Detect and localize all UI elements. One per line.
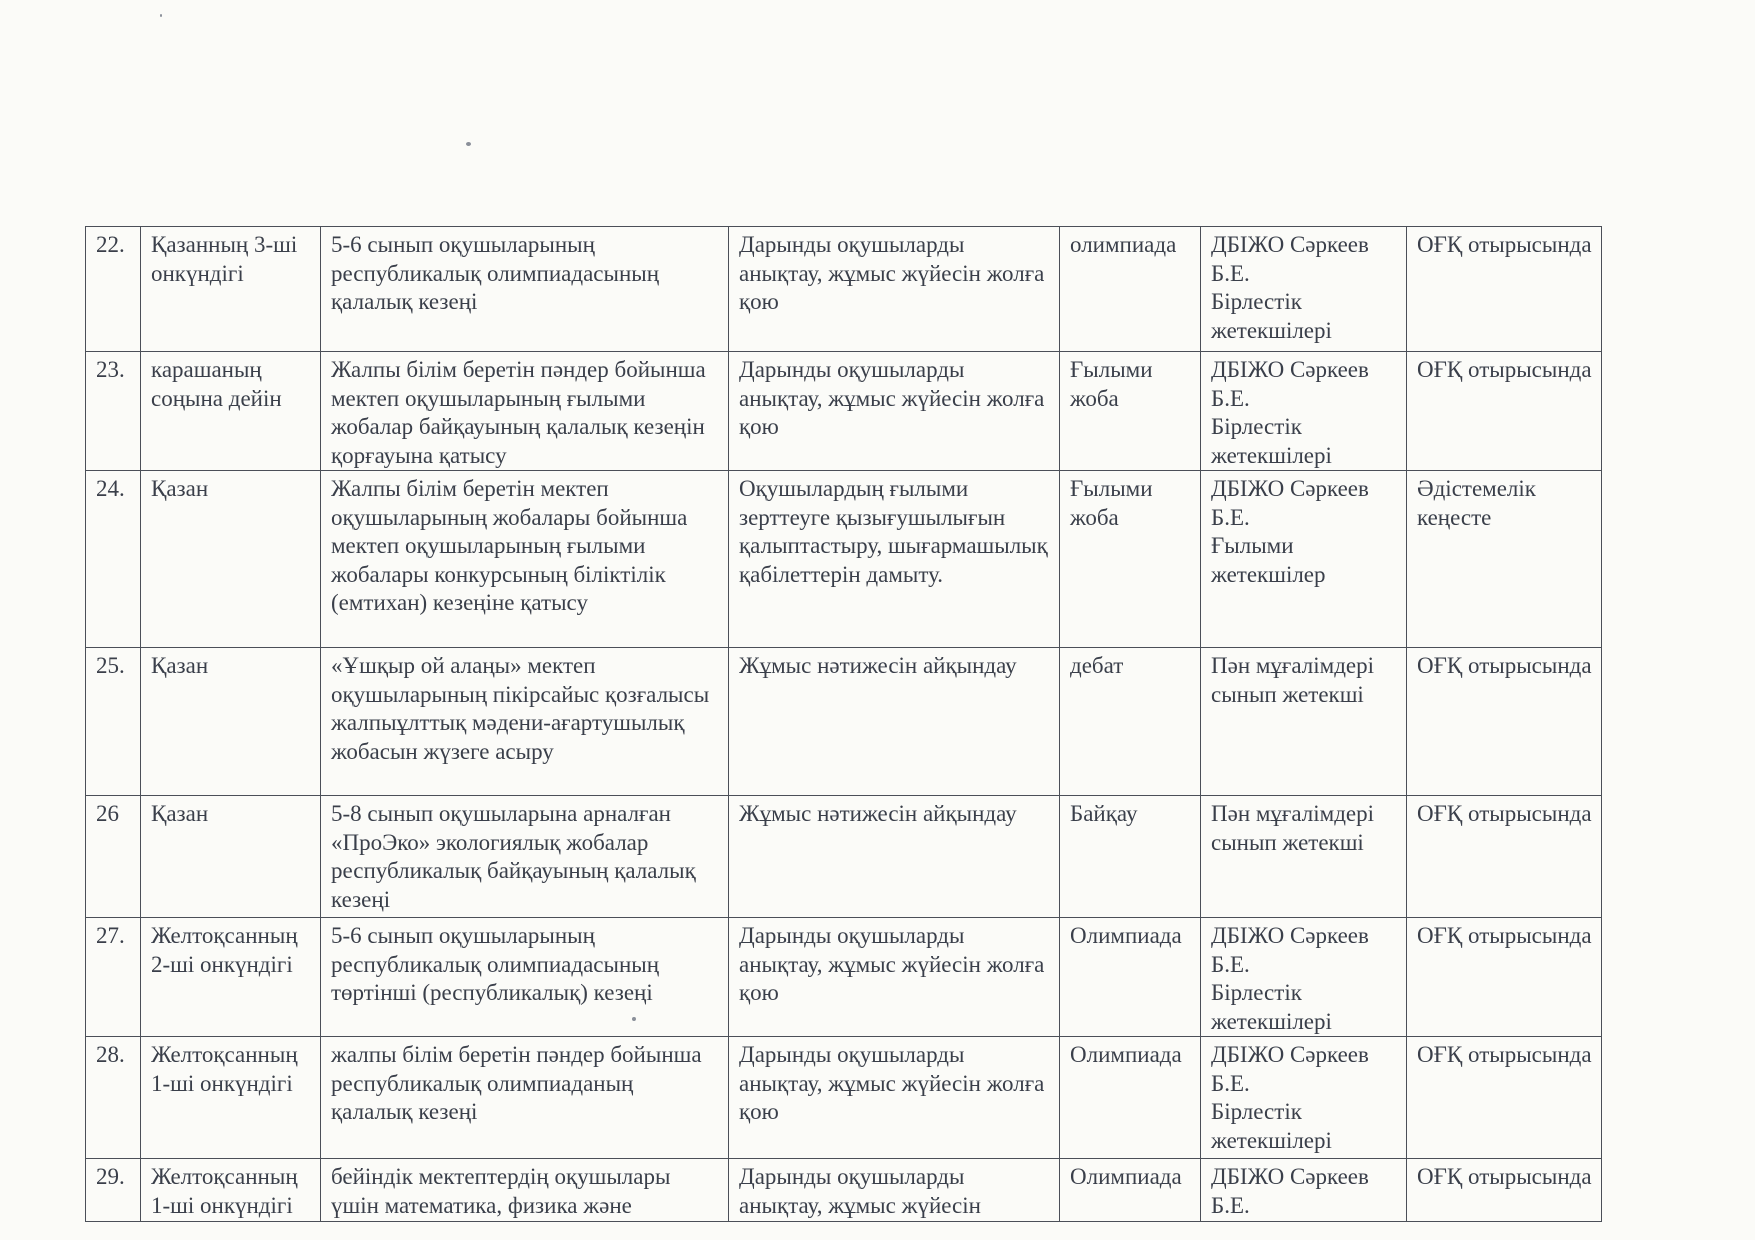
date-cell: Желтоқсанның 1-ші онкүндігі (141, 1037, 321, 1159)
event-cell: бейіндік мектептердің оқушылары үшін математика, физика және (321, 1159, 729, 1222)
event-cell: 5-6 сынып оқушыларының республикалық олимпиадасының төртінші (республикалық) кезеңі (321, 918, 729, 1037)
row-number: 25. (86, 648, 141, 796)
row-number: 24. (86, 471, 141, 648)
event-cell: 5-8 сынып оқушыларына арналған «ПроЭко» экологиялық жобалар республикалық байқауының қалалық кезеңі (321, 796, 729, 918)
responsible-cell: Пән мұғалімдері сынып жетекші (1201, 796, 1407, 918)
row-number: 29. (86, 1159, 141, 1222)
report-cell: Әдістемелік кеңесте (1407, 471, 1602, 648)
goal-cell: Дарынды оқушыларды анықтау, жұмыс жүйесін жолға қою (729, 352, 1060, 471)
row-number: 28. (86, 1037, 141, 1159)
table-row (86, 648, 1602, 796)
responsible-cell: ДБІЖО Сәркеев Б.Е. Бірлестік жетекшілері (1201, 227, 1407, 352)
responsible-cell: ДБІЖО Сәркеев Б.Е. Бірлестік жетекшілері (1201, 918, 1407, 1037)
goal-cell: Дарынды оқушыларды анықтау, жұмыс жүйесін жолға қою (729, 227, 1060, 352)
row-number: 26 (86, 796, 141, 918)
report-cell: ОҒҚ отырысында (1407, 918, 1602, 1037)
row-number: 23. (86, 352, 141, 471)
table-row (86, 796, 1602, 918)
report-cell: ОҒҚ отырысында (1407, 648, 1602, 796)
row-number: 27. (86, 918, 141, 1037)
report-cell: ОҒҚ отырысында (1407, 796, 1602, 918)
table-row (86, 1159, 1602, 1222)
responsible-cell: ДБІЖО Сәркеев Б.Е. Ғылыми жетекшілер (1201, 471, 1407, 648)
scan-speck (466, 142, 471, 146)
date-cell: Қазан (141, 796, 321, 918)
date-cell: карашаның соңына дейін (141, 352, 321, 471)
responsible-cell: ДБІЖО Сәркеев Б.Е. Бірлестік жетекшілері (1201, 1037, 1407, 1159)
table-row (86, 918, 1602, 1037)
event-cell: жалпы білім беретін пәндер бойынша республикалық олимпиаданың қалалық кезеңі (321, 1037, 729, 1159)
table-row (86, 471, 1602, 648)
report-cell: ОҒҚ отырысында (1407, 227, 1602, 352)
goal-cell: Оқушылардың ғылыми зерттеуге қызығушылығын қалыптастыру, шығармашылық қабілеттерін дамыту. (729, 471, 1060, 648)
report-cell: ОҒҚ отырысында (1407, 352, 1602, 471)
event-cell: 5-6 сынып оқушыларының республикалық олимпиадасының қалалық кезеңі (321, 227, 729, 352)
table-row (86, 227, 1602, 352)
responsible-cell: ДБІЖО Сәркеев Б.Е. (1201, 1159, 1407, 1222)
form-cell: Ғылыми жоба (1060, 471, 1201, 648)
form-cell: Олимпиада (1060, 1159, 1201, 1222)
scan-speck (160, 14, 162, 17)
form-cell: олимпиада (1060, 227, 1201, 352)
goal-cell: Жұмыс нәтижесін айқындау (729, 648, 1060, 796)
event-cell: «Ұшқыр ой алаңы» мектеп оқушыларының пікірсайыс қозғалысы жалпыұлттық мәдени-ағартушылық жобасын жүзеге асыру (321, 648, 729, 796)
responsible-cell: Пән мұғалімдері сынып жетекші (1201, 648, 1407, 796)
date-cell: Желтоқсанның 1-ші онкүндігі (141, 1159, 321, 1222)
date-cell: Қазан (141, 471, 321, 648)
form-cell: Байқау (1060, 796, 1201, 918)
goal-cell: Жұмыс нәтижесін айқындау (729, 796, 1060, 918)
form-cell: дебат (1060, 648, 1201, 796)
row-number: 22. (86, 227, 141, 352)
plan-table (85, 226, 1602, 1222)
table-row (86, 352, 1602, 471)
goal-cell: Дарынды оқушыларды анықтау, жұмыс жүйесін жолға қою (729, 918, 1060, 1037)
form-cell: Олимпиада (1060, 918, 1201, 1037)
responsible-cell: ДБІЖО Сәркеев Б.Е. Бірлестік жетекшілері (1201, 352, 1407, 471)
date-cell: Қазанның 3-ші онкүндігі (141, 227, 321, 352)
date-cell: Қазан (141, 648, 321, 796)
report-cell: ОҒҚ отырысында (1407, 1037, 1602, 1159)
report-cell: ОҒҚ отырысында (1407, 1159, 1602, 1222)
form-cell: Олимпиада (1060, 1037, 1201, 1159)
goal-cell: Дарынды оқушыларды анықтау, жұмыс жүйесін (729, 1159, 1060, 1222)
date-cell: Желтоқсанның 2-ші онкүндігі (141, 918, 321, 1037)
table-row (86, 1037, 1602, 1159)
goal-cell: Дарынды оқушыларды анықтау, жұмыс жүйесін жолға қою (729, 1037, 1060, 1159)
event-cell: Жалпы білім беретін пәндер бойынша мектеп оқушыларының ғылыми жобалар байқауының қалалық кезеңін қорғауына қатысу (321, 352, 729, 471)
form-cell: Ғылыми жоба (1060, 352, 1201, 471)
event-cell: Жалпы білім беретін мектеп оқушыларының жобалары бойынша мектеп оқушыларының ғылыми жобалары конкурсының біліктілік (емтихан) кезеңіне қатысу (321, 471, 729, 648)
